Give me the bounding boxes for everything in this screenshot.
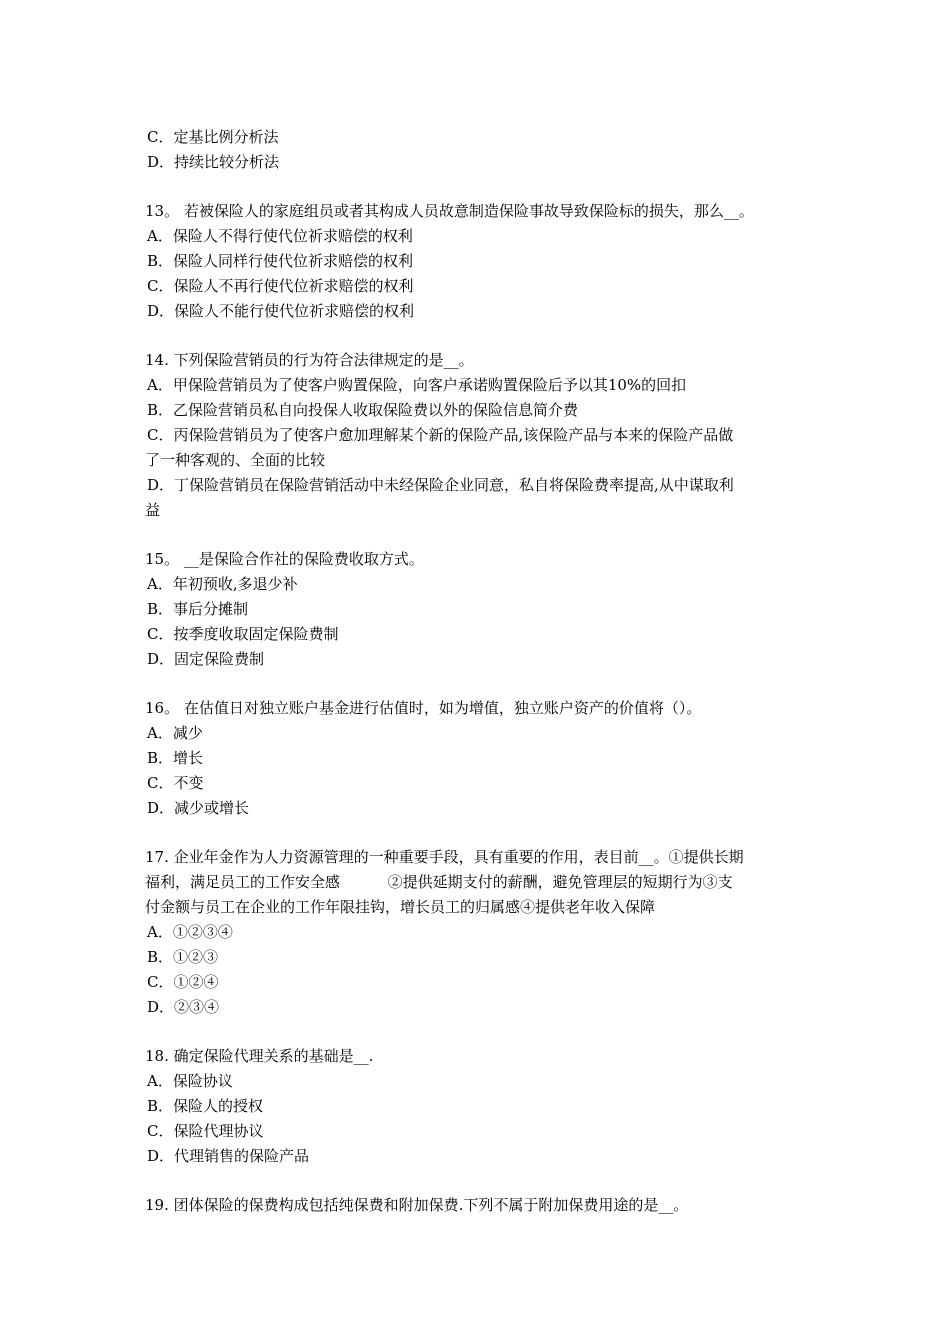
- spacer: [145, 324, 825, 348]
- option-b: B．乙保险营销员私自向投保人收取保险费以外的保险信息简介费: [147, 401, 579, 419]
- spacer: [145, 821, 825, 845]
- option-b: B．保险人的授权: [147, 1097, 264, 1115]
- question-18: [145, 1044, 825, 1169]
- spacer: [145, 523, 825, 547]
- option-a: A．①②③④: [147, 923, 233, 941]
- question-13: [145, 199, 825, 324]
- question-text-continued: 付金额与员工在企业的工作年限挂钩，增长员工的归属感④提供老年收入保障: [145, 898, 656, 916]
- option-d: D．固定保险费制: [147, 650, 265, 668]
- option-d-continued: 益: [145, 501, 161, 519]
- option-b: B．①②③: [147, 948, 219, 966]
- option-b: B．增长: [147, 749, 204, 767]
- option-d: D．持续比较分析法: [147, 153, 280, 171]
- spacer: [145, 1169, 825, 1193]
- option-c: C．①②④: [147, 973, 219, 991]
- question-text: 16。 在估值日对独立账户基金进行估值时，如为增值，独立账户资产的价值将（）。: [145, 699, 702, 717]
- option-c: C．定基比例分析法: [147, 128, 279, 146]
- option-d: D．②③④: [147, 998, 220, 1016]
- option-a: A．年初预收,多退少补: [147, 575, 298, 593]
- spacer: [145, 175, 825, 199]
- option-c: C．保险代理协议: [147, 1122, 264, 1140]
- option-d: D．丁保险营销员在保险营销活动中未经保险企业同意，私自将保险费率提高,从中谋取利: [147, 476, 734, 494]
- question-text: 13。 若被保险人的家庭组员或者其构成人员故意制造保险事故导致保险标的损失，那么__。: [145, 202, 754, 220]
- option-c: C．保险人不再行使代位祈求赔偿的权利: [147, 277, 414, 295]
- option-c: C．丙保险营销员为了使客户愈加理解某个新的保险产品,该保险产品与本来的保险产品做: [147, 426, 734, 444]
- spacer: [145, 672, 825, 696]
- option-c: C．不变: [147, 774, 204, 792]
- option-b: B．事后分摊制: [147, 600, 249, 618]
- question-text: 15。 __是保险合作社的保险费收取方式。: [145, 550, 424, 568]
- question-text: 19. 团体保险的保费构成包括纯保费和附加保费.下列不属于附加保费用途的是__。: [145, 1196, 689, 1214]
- question-14: [145, 348, 825, 523]
- question-12-tail: [145, 125, 825, 175]
- question-19: [145, 1193, 825, 1218]
- question-17: [145, 845, 825, 1020]
- option-a: A．减少: [147, 724, 203, 742]
- question-text: 18. 确定保险代理关系的基础是__.: [145, 1047, 374, 1065]
- option-d: D．减少或增长: [147, 799, 250, 817]
- option-a: A．甲保险营销员为了使客户购置保险，向客户承诺购置保险后予以其10%的回扣: [147, 376, 687, 394]
- option-a: A．保险人不得行使代位祈求赔偿的权利: [147, 227, 413, 245]
- question-text-continued: 福利，满足员工的工作安全感 ②提供延期支付的薪酬，避免管理层的短期行为③支: [145, 873, 733, 891]
- question-text: 17. 企业年金作为人力资源管理的一种重要手段，具有重要的作用，表目前__。①提供长期: [145, 848, 744, 866]
- question-15: [145, 547, 825, 672]
- question-16: [145, 696, 825, 821]
- spacer: [145, 1020, 825, 1044]
- option-d: D．代理销售的保险产品: [147, 1147, 310, 1165]
- question-list: [145, 125, 825, 1218]
- option-d: D．保险人不能行使代位祈求赔偿的权利: [147, 302, 415, 320]
- option-a: A．保险协议: [147, 1072, 233, 1090]
- option-c: C．按季度收取固定保险费制: [147, 625, 339, 643]
- question-text: 14. 下列保险营销员的行为符合法律规定的是__。: [145, 351, 474, 369]
- option-b: B．保险人同样行使代位祈求赔偿的权利: [147, 252, 414, 270]
- option-c-continued: 了一种客观的、全面的比较: [145, 451, 326, 469]
